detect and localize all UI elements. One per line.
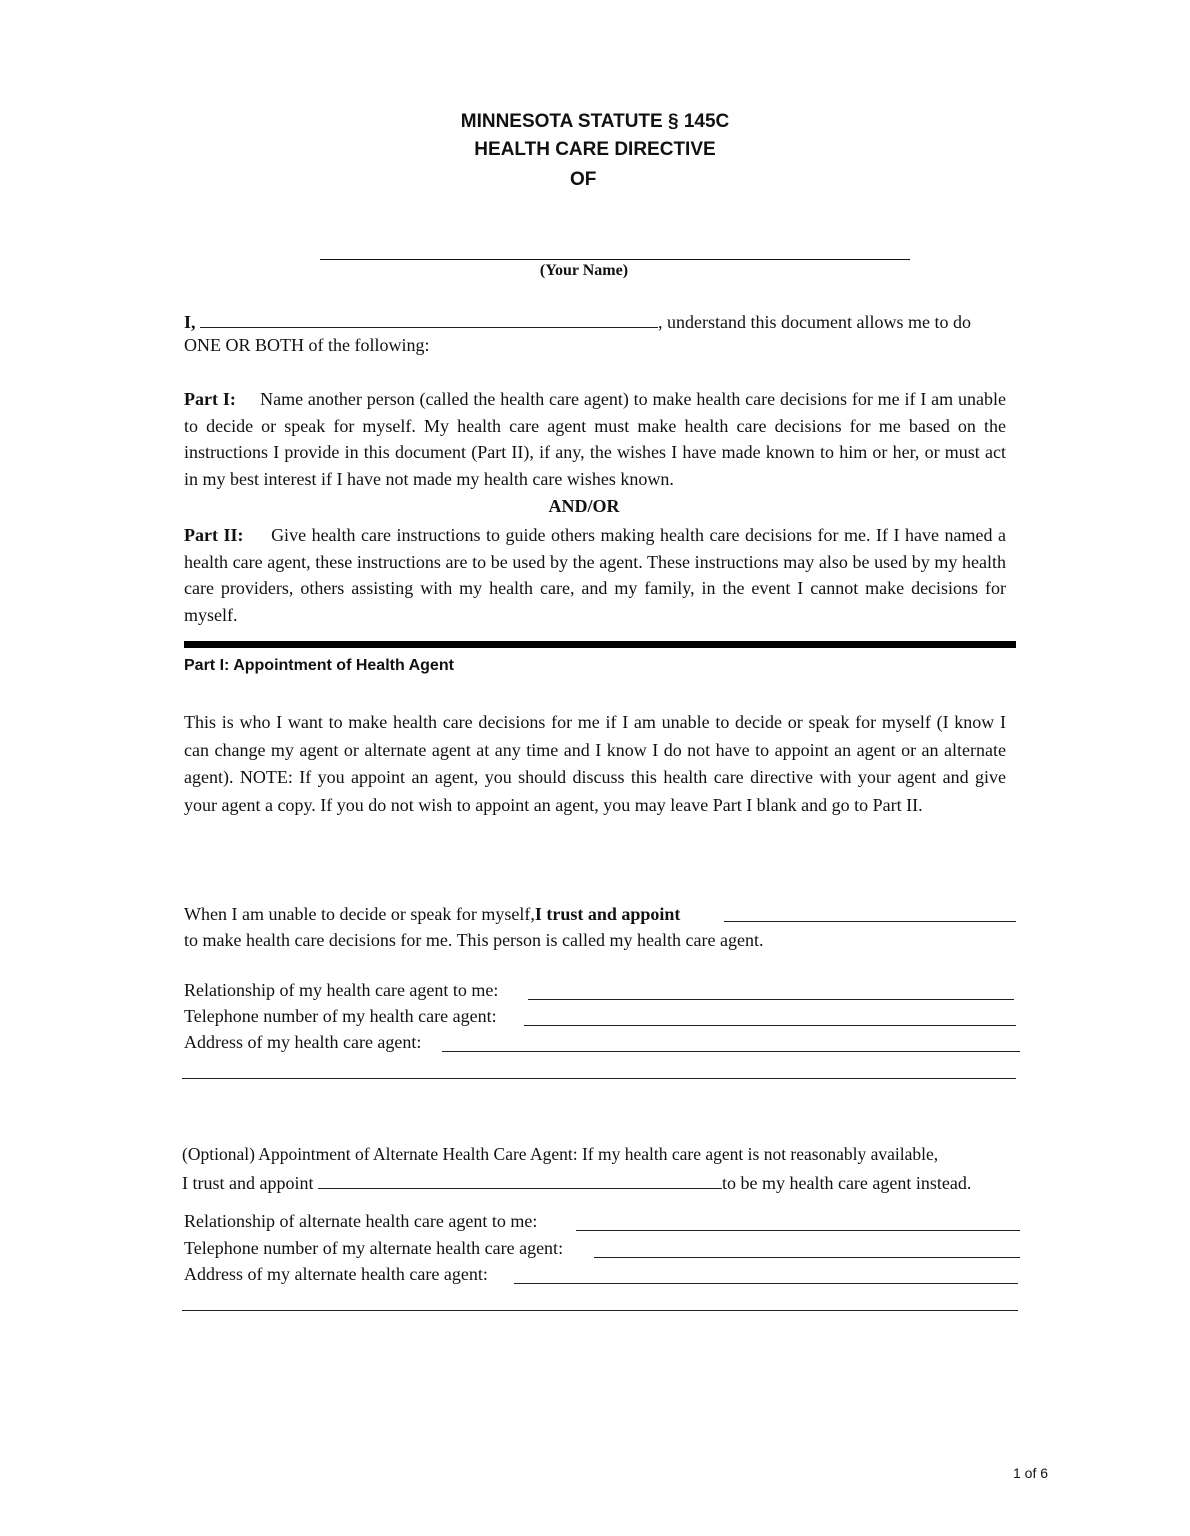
alternate-relationship-field[interactable]: [576, 1230, 1020, 1231]
section-divider: [184, 641, 1016, 648]
alternate-agent-name-field[interactable]: [318, 1170, 722, 1189]
alternate-lead: I trust and appoint: [182, 1173, 314, 1193]
intro-after-blank: , understand this document allows me to do: [658, 312, 971, 332]
part1-text: Name another person (called the health care agent) to make health care decisions for me if I am unable to decide or speak for myself. My health care agent must make health care decisions for me based on the instructions I provide in this document (Part II), if any, the wishes I have made known to him or her, or must act in my best interest if I have not made my health care wishes known.: [184, 389, 1006, 489]
agent-address-label: Address of my health care agent:: [184, 1032, 422, 1052]
agent-name-field[interactable]: [724, 921, 1016, 922]
alternate-relationship-label: Relationship of alternate health care agent to me:: [184, 1211, 538, 1231]
directive-title: HEALTH CARE DIRECTIVE: [474, 139, 716, 160]
statute-title: MINNESOTA STATUTE § 145C: [460, 111, 730, 132]
appoint-second-line: to make health care decisions for me. This person is called my health care agent.: [184, 930, 764, 950]
part1-intro-paragraph: [184, 386, 1006, 492]
alternate-line1: (Optional) Appointment of Alternate Health Care Agent: If my health care agent is not reasonably available,: [182, 1144, 939, 1164]
your-name-caption: (Your Name): [539, 262, 629, 279]
alternate-telephone-field[interactable]: [594, 1257, 1020, 1258]
part2-intro-paragraph: [184, 522, 1006, 628]
agent-telephone-field[interactable]: [524, 1025, 1016, 1026]
intro-lead: I,: [184, 312, 196, 332]
alternate-telephone-label: Telephone number of my alternate health care agent:: [184, 1238, 564, 1258]
your-name-field[interactable]: [320, 259, 910, 260]
alternate-address-field[interactable]: [514, 1283, 1018, 1284]
of-title: OF: [570, 169, 597, 190]
appoint-bold: I trust and appoint: [534, 904, 681, 924]
section-paragraph: This is who I want to make health care decisions for me if I am unable to decide or speak for myself (I know I can change my agent or alternate agent at any time and I know I do not have to appoint an agent or an alternate agent). NOTE: If you appoint an agent, you should discuss this health care directive with your agent and give your agent a copy. If you do not wish to appoint an agent, you may leave Part I blank and go to Part II.: [184, 712, 1006, 815]
section-heading: Part I: Appointment of Health Agent: [184, 657, 454, 674]
part1-label: Part I:: [184, 389, 236, 409]
appoint-line: [184, 901, 680, 927]
part2-label: Part II:: [184, 525, 244, 545]
agent-address-field-line2[interactable]: [182, 1078, 1016, 1079]
and-or-label: AND/OR: [548, 496, 620, 516]
alternate-line2: [182, 1170, 971, 1196]
intro-name-field[interactable]: [200, 309, 658, 328]
alternate-address-field-line2[interactable]: [182, 1310, 1018, 1311]
agent-relationship-label: Relationship of my health care agent to me:: [184, 980, 499, 1000]
alternate-address-label: Address of my alternate health care agent:: [184, 1264, 488, 1284]
intro-second-line: ONE OR BOTH of the following:: [184, 335, 430, 355]
page-number: 1 of 6: [1013, 1465, 1049, 1481]
appoint-lead: When I am unable to decide or speak for myself,: [184, 904, 535, 924]
agent-address-field[interactable]: [442, 1051, 1020, 1052]
agent-relationship-field[interactable]: [528, 999, 1014, 1000]
alternate-tail: to be my health care agent instead.: [721, 1173, 972, 1193]
agent-telephone-label: Telephone number of my health care agent:: [184, 1006, 497, 1026]
part2-text: Give health care instructions to guide others making health care decisions for me. If I have named a health care agent, these instructions are to be used by the agent. These instructions may also be used by my health care providers, others assisting with my health care, and my family, in the event I cannot make decisions for myself.: [184, 525, 1007, 625]
